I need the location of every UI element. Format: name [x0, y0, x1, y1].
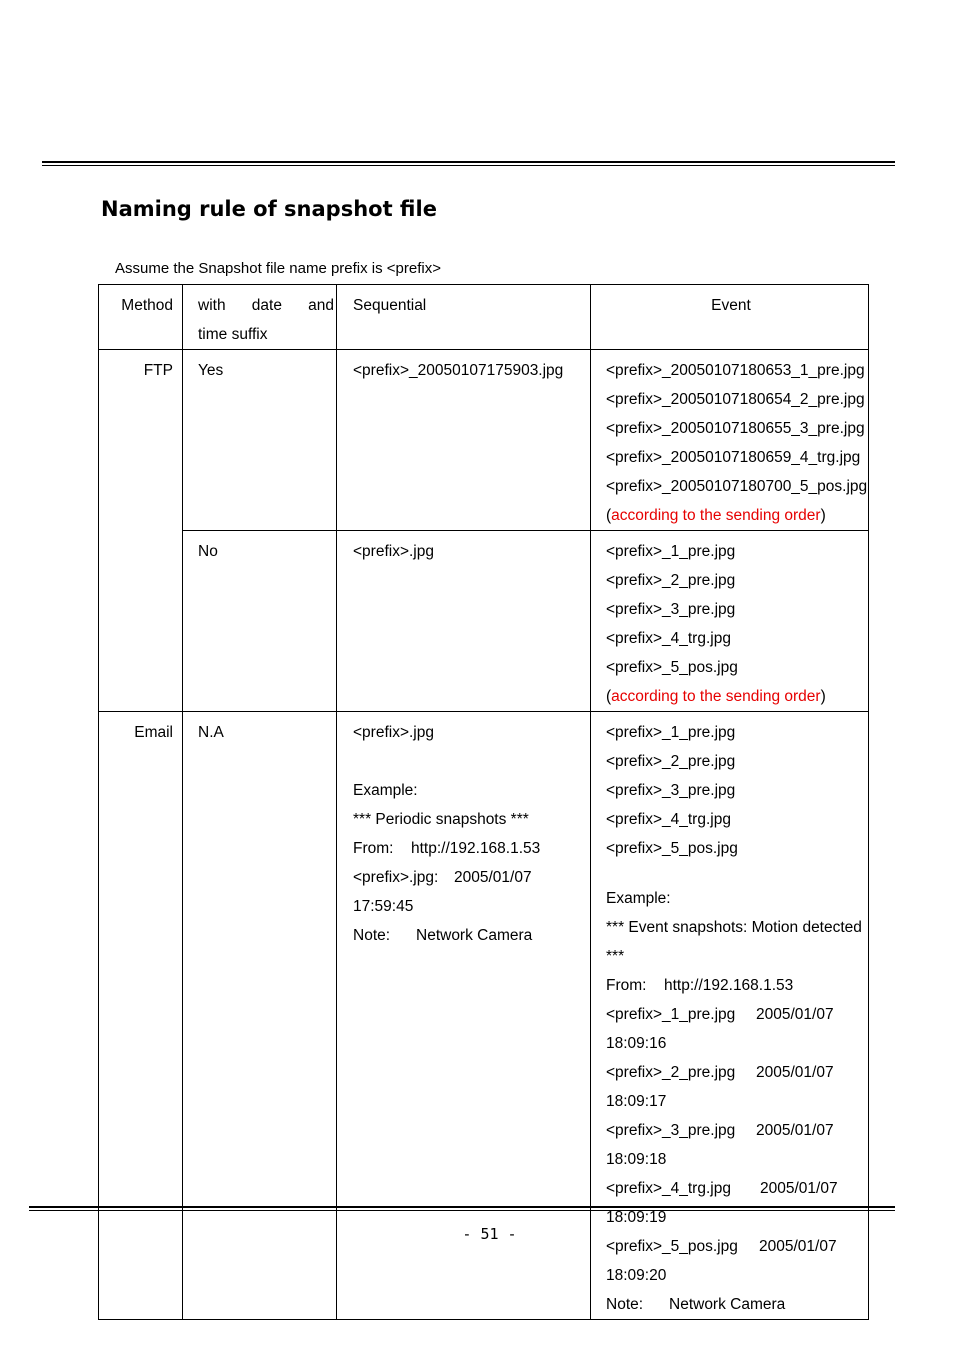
page-number: - 51 -: [462, 1225, 517, 1243]
ftp-no-events: [591, 531, 869, 712]
list-item: <prefix>_4_trg.jpg: [606, 811, 731, 828]
ftp-suffix-yes: Yes: [183, 350, 337, 531]
email-suffix: N.A: [183, 712, 337, 1320]
table-row: [99, 531, 869, 712]
header-rule: [42, 161, 895, 163]
sending-order-note: (according to the sending order): [606, 688, 826, 705]
list-item: <prefix>_1_pre.jpg 2005/01/07 18:09:16: [606, 1006, 834, 1052]
list-item: <prefix>_3_pre.jpg: [606, 601, 736, 618]
list-item: <prefix>_20050107180659_4_trg.jpg: [606, 449, 861, 466]
list-item: <prefix>_20050107180654_2_pre.jpg: [606, 391, 865, 408]
table-row: [99, 350, 869, 531]
header-sequential: Sequential: [337, 285, 591, 350]
email-events: <prefix>_1_pre.jpg <prefix>_2_pre.jpg <prefix>_3_pre.jpg <prefix>_4_trg.jpg <prefix>_5_pos.jpg Example: *** Event snapshots: Motion detected *** From: http://192.168.1.53 <prefix>_1_pre.jpg 2005/01/07 18:09:16 <prefix>_2_pre.jpg 2005/01/07 18:09:17 <prefix>_3_pre.jpg 2005/01/07 18:09:18 <prefix>_4_trg.jpg 2005/01/07 18:09:19 <prefix>_5_pos.jpg 2005/01/07 18:09:20 Note: Network Camera: [591, 712, 869, 1320]
list-item: <prefix>_5_pos.jpg: [606, 659, 738, 676]
intro-text: Assume the Snapshot file name prefix is <prefix>: [115, 260, 442, 277]
table-header-row: [99, 285, 869, 350]
sending-order-note: (according to the sending order): [606, 507, 826, 524]
method-ftp: FTP: [99, 350, 183, 712]
list-item: <prefix>_2_pre.jpg 2005/01/07 18:09:17: [606, 1064, 834, 1110]
header-suffix: with date and time suffix: [183, 285, 337, 350]
naming-rule-table: [98, 284, 869, 1320]
ftp-yes-events: [591, 350, 869, 531]
list-item: <prefix>_5_pos.jpg: [606, 840, 738, 857]
email-sequential: <prefix>.jpg Example: *** Periodic snapshots *** From: http://192.168.1.53 <prefix>.jpg: 2005/01/07 17:59:45 Note: Network Camera: [337, 712, 591, 1320]
header-event: Event: [591, 285, 869, 350]
list-item: <prefix>_1_pre.jpg: [606, 543, 736, 560]
list-item: <prefix>_2_pre.jpg: [606, 572, 736, 589]
ftp-yes-sequential: <prefix>_20050107175903.jpg: [337, 350, 591, 531]
footer-rule: [29, 1206, 895, 1208]
section-title: Naming rule of snapshot file: [101, 197, 437, 221]
ftp-suffix-no: No: [183, 531, 337, 712]
list-item: <prefix>_4_trg.jpg: [606, 630, 731, 647]
list-item: <prefix>_3_pre.jpg: [606, 782, 736, 799]
header-method: Method: [99, 285, 183, 350]
list-item: <prefix>_20050107180700_5_pos.jpg: [606, 478, 868, 495]
list-item: <prefix>_3_pre.jpg 2005/01/07 18:09:18: [606, 1122, 834, 1168]
list-item: <prefix>_1_pre.jpg: [606, 724, 736, 741]
list-item: <prefix>_5_pos.jpg 2005/01/07 18:09:20: [606, 1238, 837, 1284]
method-email: Email: [99, 712, 183, 1320]
footer-rule-thin: [29, 1210, 895, 1211]
list-item: <prefix>_4_trg.jpg 2005/01/07 18:09:19: [606, 1180, 838, 1226]
list-item: <prefix>_20050107180655_3_pre.jpg: [606, 420, 865, 437]
list-item: <prefix>_2_pre.jpg: [606, 753, 736, 770]
list-item: <prefix>_20050107180653_1_pre.jpg: [606, 362, 865, 379]
header-rule-thin: [42, 165, 895, 166]
ftp-no-sequential: <prefix>.jpg: [337, 531, 591, 712]
